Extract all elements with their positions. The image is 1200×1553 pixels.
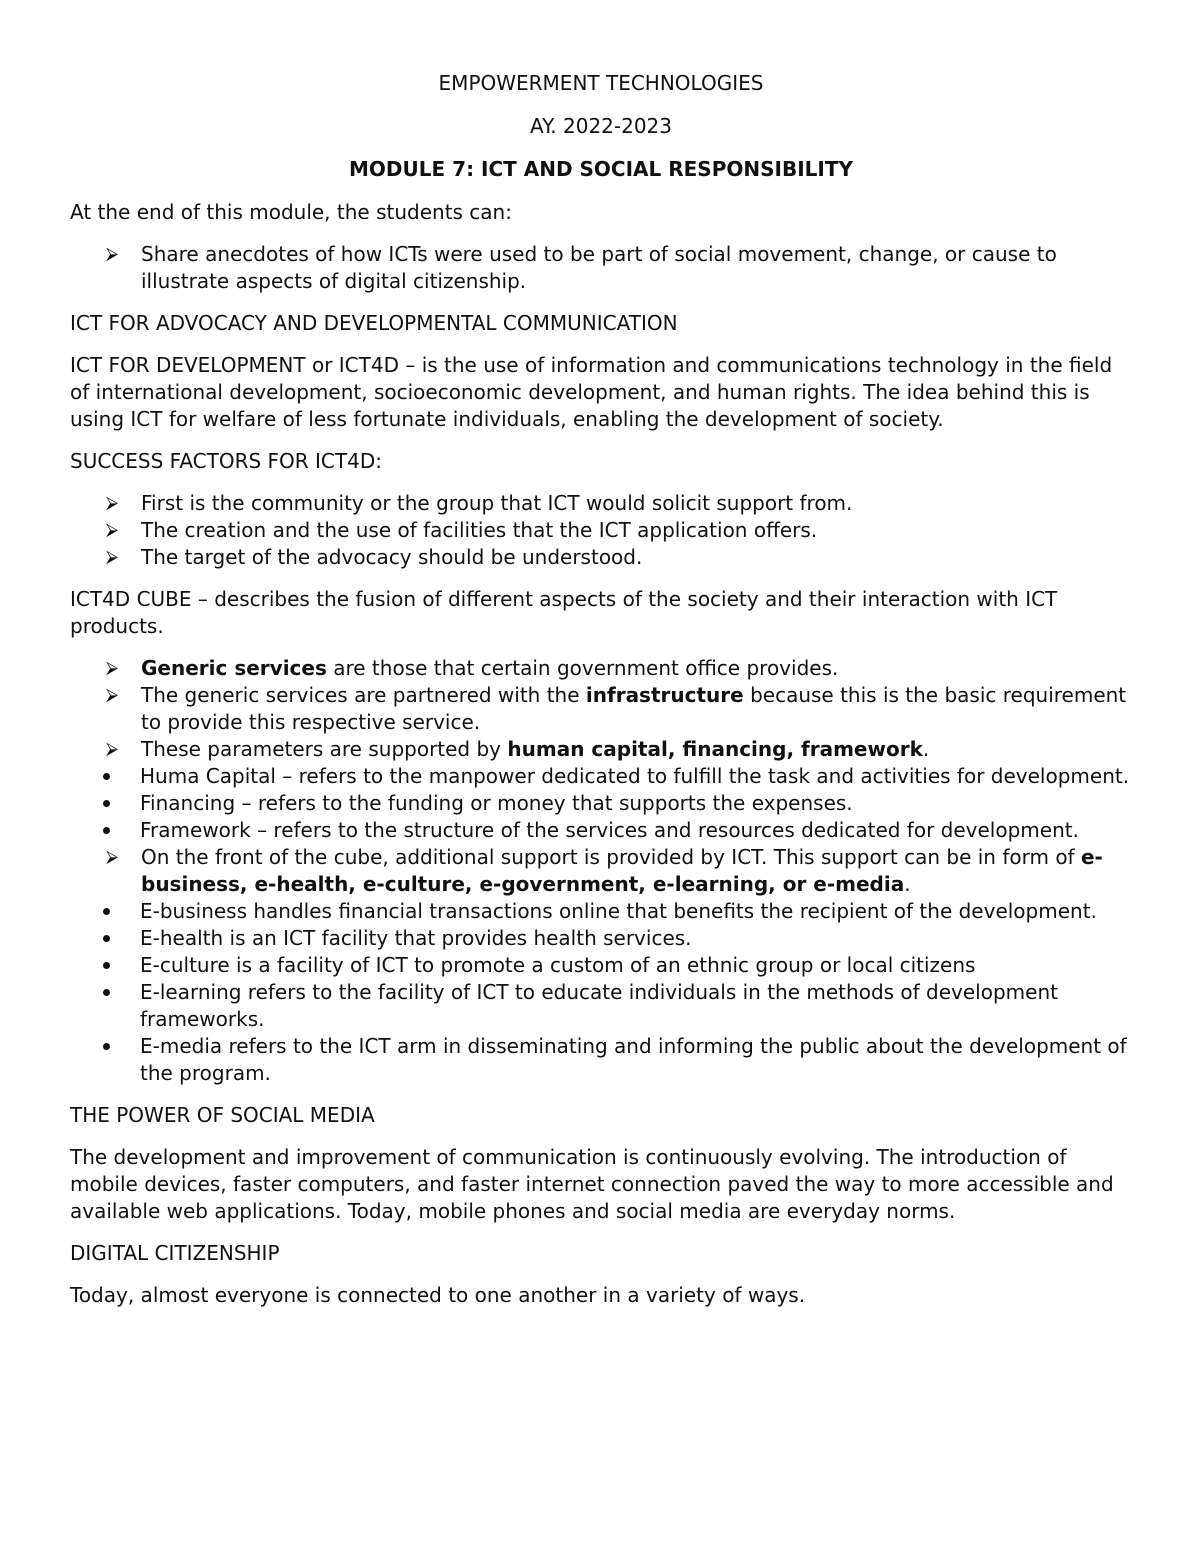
eservice-text: E-culture is a facility of ICT to promote a custom of an ethnic group or local citizens [140,953,976,977]
arrowhead-bullet-icon: ⮚ [106,847,119,867]
bold-term: e-business, e-health, e-culture, e-government, e-learning, or e-media [141,845,1103,896]
item-text: . [922,737,930,761]
item-text: On the front of the cube, additional support is provided by ICT. This support can be in form of [141,845,1081,869]
digital-citizenship-heading: DIGITAL CITIZENSHIP [70,1241,280,1265]
list-item [70,898,1132,925]
list-item [70,490,1132,517]
eservice-text: E-learning refers to the facility of ICT to educate individuals in the methods of development frameworks. [140,980,1058,1031]
advocacy-heading: ICT FOR ADVOCACY AND DEVELOPMENTAL COMMUNICATION [70,311,678,335]
parameter-text: Framework – refers to the structure of the services and resources dedicated for development. [140,818,1079,842]
success-factor-text: The creation and the use of facilities that the ICT application offers. [141,518,818,542]
cube-definition: ICT4D CUBE – describes the fusion of different aspects of the society and their interaction with ICT products. [70,587,1058,638]
round-bullet-icon [103,800,110,807]
digital-citizenship-body: Today, almost everyone is connected to one another in a variety of ways. [70,1283,806,1307]
list-item [70,736,1132,844]
list-item [70,241,1132,295]
intro-lead: At the end of this module, the students can: [70,200,512,224]
list-item [70,544,1132,571]
eservices-list [70,898,1132,1087]
arrowhead-bullet-icon: ⮚ [106,547,119,567]
objectives-list [70,241,1132,295]
list-item [70,925,1132,952]
ict4d-definition: ICT FOR DEVELOPMENT or ICT4D – is the use of information and communications technology in the field of international development, socioeconomic development, and human rights. The idea behind this is using ICT for welfare of less fortunate individuals, enabling the development of society. [70,353,1113,431]
list-item [70,817,1132,844]
list-item [70,517,1132,544]
parameters-list [70,763,1132,844]
list-item [70,979,1132,1033]
eservice-text: E-health is an ICT facility that provides health services. [140,926,692,950]
arrowhead-bullet-icon: ⮚ [106,658,119,678]
item-text: These parameters are supported by [141,737,508,761]
bold-term: human capital, financing, framework [507,737,923,761]
item-text: . [904,872,911,896]
arrowhead-bullet-icon: ⮚ [106,739,119,759]
round-bullet-icon [103,1043,110,1050]
eservice-text: E-business handles financial transactions online that benefits the recipient of the development. [140,899,1097,923]
round-bullet-icon [103,962,110,969]
success-heading: SUCCESS FACTORS FOR ICT4D: [70,449,382,473]
bold-term: infrastructure [585,683,744,707]
round-bullet-icon [103,773,110,780]
cube-list [70,655,1132,1087]
arrowhead-bullet-icon: ⮚ [106,244,119,264]
list-item [70,682,1132,736]
list-item [70,844,1132,1087]
arrowhead-bullet-icon: ⮚ [106,685,119,705]
success-factors-list [70,490,1132,571]
eservice-text: E-media refers to the ICT arm in disseminating and informing the public about the development of the program. [140,1034,1127,1085]
round-bullet-icon [103,935,110,942]
objective-text: Share anecdotes of how ICTs were used to be part of social movement, change, or cause to illustrate aspects of digital citizenship. [141,242,1057,293]
item-text: are those that certain government office provides. [326,656,839,680]
academic-year: AY. 2022-2023 [529,114,673,138]
round-bullet-icon [103,989,110,996]
document-content [70,70,1132,1324]
social-media-body: The development and improvement of communication is continuously evolving. The introduction of mobile devices, faster computers, and faster internet connection paved the way to more accessible and available web applications. Today, mobile phones and social media are everyday norms. [70,1145,1114,1223]
round-bullet-icon [103,908,110,915]
parameter-text: Huma Capital – refers to the manpower dedicated to fulfill the task and activities for development. [140,764,1130,788]
list-item [70,1033,1132,1087]
list-item [70,655,1132,682]
item-text: The generic services are partnered with the [141,683,586,707]
list-item [70,952,1132,979]
item-text: because this is the basic requirement to provide this respective service. [141,683,1127,734]
success-factor-text: The target of the advocacy should be understood. [141,545,643,569]
arrowhead-bullet-icon: ⮚ [106,493,119,513]
arrowhead-bullet-icon: ⮚ [106,520,119,540]
round-bullet-icon [103,827,110,834]
list-item [70,790,1132,817]
course-title: EMPOWERMENT TECHNOLOGIES [438,71,764,95]
success-factor-text: First is the community or the group that ICT would solicit support from. [141,491,853,515]
parameter-text: Financing – refers to the funding or money that supports the expenses. [140,791,853,815]
bold-term: Generic services [141,656,327,680]
list-item [70,763,1132,790]
module-title: MODULE 7: ICT AND SOCIAL RESPONSIBILITY [349,157,853,181]
social-media-heading: THE POWER OF SOCIAL MEDIA [70,1103,375,1127]
